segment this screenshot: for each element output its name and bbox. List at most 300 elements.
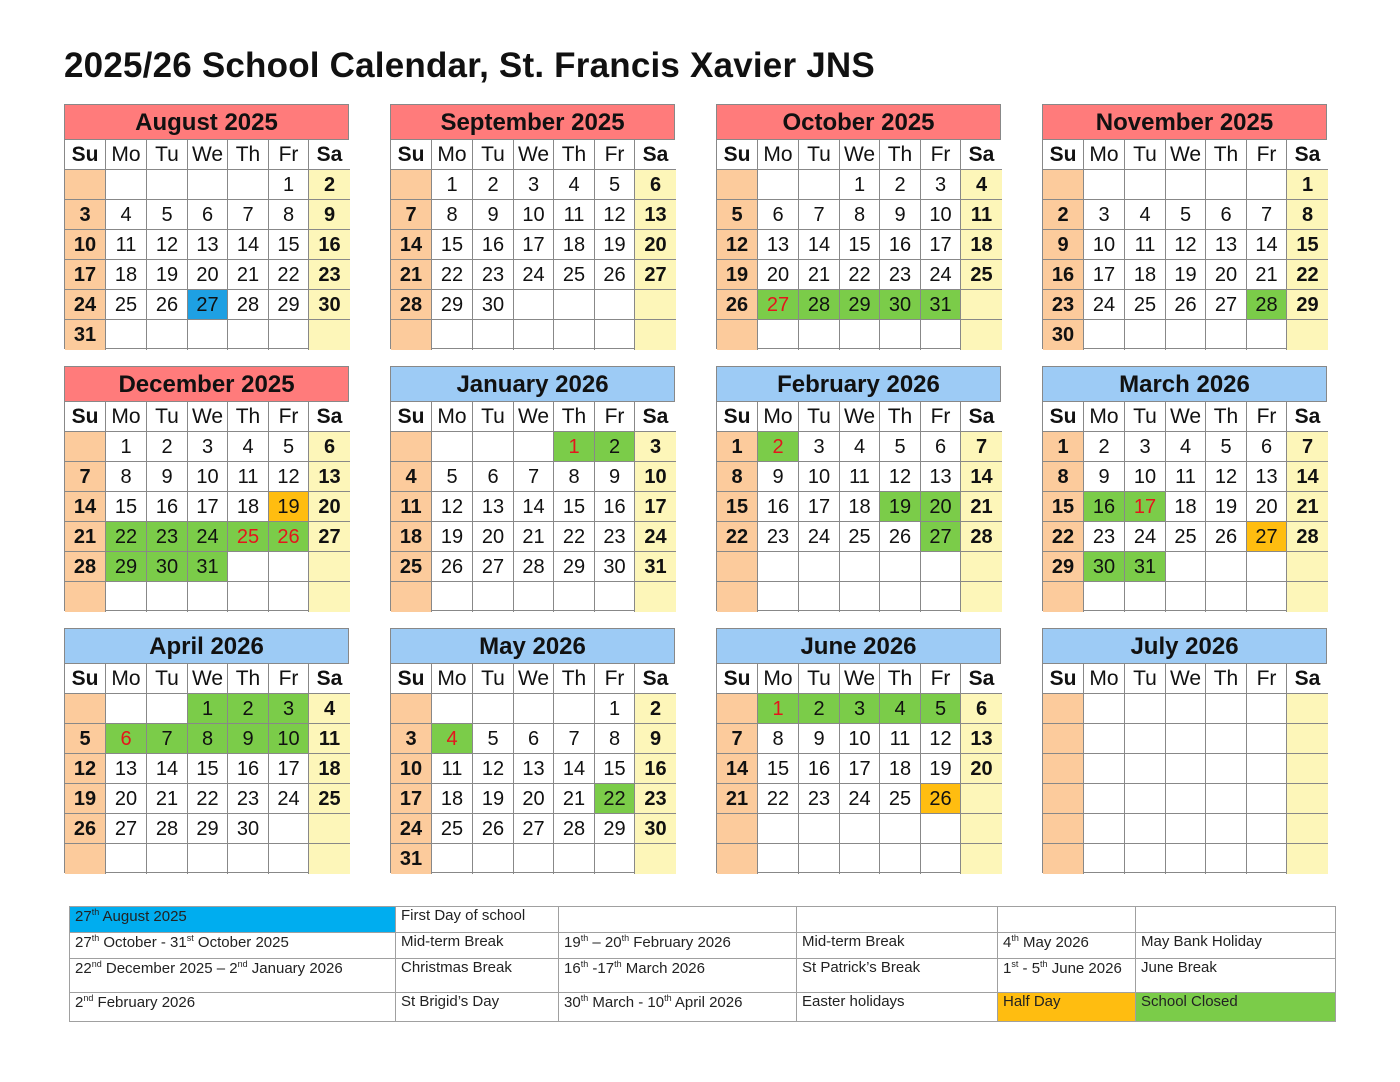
legend-cell (998, 907, 1136, 933)
weekday-header: Th (1206, 402, 1247, 432)
day-cell: 11 (309, 724, 350, 754)
day-cell: 19 (595, 230, 635, 260)
day-cell: 24 (1084, 290, 1125, 320)
day-cell: 28 (1247, 290, 1287, 320)
day-cell: 7 (799, 200, 840, 230)
weekday-header: We (188, 664, 228, 694)
legend-cell: 2nd February 2026 (70, 993, 396, 1022)
empty-cell (961, 814, 1002, 844)
weekday-header: Tu (473, 140, 514, 170)
empty-cell (228, 552, 269, 582)
day-cell: 10 (391, 754, 432, 784)
day-cell: 27 (635, 260, 676, 290)
weekday-header: Mo (1084, 140, 1125, 170)
day-cell: 8 (717, 462, 758, 492)
empty-cell (1125, 320, 1166, 350)
day-cell: 8 (1043, 462, 1084, 492)
empty-cell (921, 844, 961, 874)
day-cell: 19 (880, 492, 921, 522)
day-cell: 27 (309, 522, 350, 552)
day-cell: 28 (147, 814, 188, 844)
weekday-header: Su (717, 140, 758, 170)
empty-cell (921, 552, 961, 582)
day-cell: 14 (228, 230, 269, 260)
empty-cell (921, 320, 961, 350)
empty-cell (106, 170, 147, 200)
day-cell: 9 (880, 200, 921, 230)
day-cell: 15 (106, 492, 147, 522)
day-cell: 2 (1043, 200, 1084, 230)
empty-cell (65, 170, 106, 200)
empty-cell (1043, 694, 1084, 724)
day-cell: 5 (595, 170, 635, 200)
day-cell: 4 (554, 170, 595, 200)
empty-cell (717, 694, 758, 724)
day-cell: 1 (269, 170, 309, 200)
day-cell: 6 (758, 200, 799, 230)
day-cell: 19 (473, 784, 514, 814)
month-9 (390, 628, 675, 873)
weekday-header: Su (391, 402, 432, 432)
day-cell: 17 (1084, 260, 1125, 290)
day-cell: 24 (188, 522, 228, 552)
day-cell: 7 (514, 462, 554, 492)
empty-cell (514, 582, 554, 612)
day-cell: 30 (635, 814, 676, 844)
month-title: March 2026 (1043, 367, 1326, 402)
empty-cell (1166, 170, 1206, 200)
day-cell: 27 (473, 552, 514, 582)
day-cell: 20 (961, 754, 1002, 784)
empty-cell (635, 844, 676, 874)
empty-cell (391, 432, 432, 462)
day-cell: 21 (65, 522, 106, 552)
day-cell: 16 (880, 230, 921, 260)
empty-cell (1043, 814, 1084, 844)
empty-cell (840, 320, 880, 350)
day-cell: 1 (432, 170, 473, 200)
month-11 (1042, 628, 1327, 873)
day-cell: 10 (799, 462, 840, 492)
legend-cell: May Bank Holiday (1136, 933, 1336, 959)
empty-cell (188, 844, 228, 874)
empty-cell (1166, 694, 1206, 724)
day-cell: 19 (921, 754, 961, 784)
empty-cell (309, 320, 350, 350)
day-cell: 22 (717, 522, 758, 552)
legend-cell: 1st - 5th June 2026 (998, 959, 1136, 993)
day-cell: 28 (228, 290, 269, 320)
day-cell: 29 (106, 552, 147, 582)
day-cell: 22 (595, 784, 635, 814)
empty-cell (1247, 552, 1287, 582)
empty-cell (1125, 754, 1166, 784)
day-cell: 24 (840, 784, 880, 814)
empty-cell (1247, 694, 1287, 724)
weekday-header: Mo (432, 140, 473, 170)
day-cell: 27 (514, 814, 554, 844)
empty-cell (1125, 814, 1166, 844)
weekday-header: Tu (799, 140, 840, 170)
day-cell: 15 (595, 754, 635, 784)
empty-cell (514, 290, 554, 320)
day-cell: 8 (269, 200, 309, 230)
day-cell: 8 (188, 724, 228, 754)
legend-cell: 16th -17th March 2026 (559, 959, 797, 993)
day-cell: 10 (65, 230, 106, 260)
empty-cell (717, 320, 758, 350)
day-cell: 27 (1206, 290, 1247, 320)
empty-cell (1043, 844, 1084, 874)
empty-cell (717, 170, 758, 200)
day-cell: 10 (269, 724, 309, 754)
empty-cell (1287, 552, 1328, 582)
empty-cell (1287, 582, 1328, 612)
day-cell: 23 (309, 260, 350, 290)
empty-cell (840, 552, 880, 582)
day-cell: 29 (188, 814, 228, 844)
month-title: October 2025 (717, 105, 1000, 140)
day-cell: 22 (1043, 522, 1084, 552)
day-cell: 2 (635, 694, 676, 724)
empty-cell (758, 170, 799, 200)
day-cell: 12 (880, 462, 921, 492)
empty-cell (106, 694, 147, 724)
empty-cell (961, 290, 1002, 320)
day-cell: 29 (840, 290, 880, 320)
day-cell: 6 (1206, 200, 1247, 230)
empty-cell (961, 784, 1002, 814)
weekday-header: Mo (106, 664, 147, 694)
weekday-header: Su (391, 140, 432, 170)
day-cell: 2 (595, 432, 635, 462)
day-cell: 19 (1166, 260, 1206, 290)
legend-cell: June Break (1136, 959, 1336, 993)
weekday-header: Th (880, 140, 921, 170)
empty-cell (1287, 724, 1328, 754)
day-cell: 3 (65, 200, 106, 230)
day-cell: 23 (799, 784, 840, 814)
empty-cell (1287, 754, 1328, 784)
day-cell: 20 (635, 230, 676, 260)
empty-cell (106, 320, 147, 350)
day-cell: 31 (635, 552, 676, 582)
day-cell: 1 (1043, 432, 1084, 462)
day-cell: 18 (228, 492, 269, 522)
day-cell: 23 (635, 784, 676, 814)
legend-cell (1136, 907, 1336, 933)
day-cell: 18 (106, 260, 147, 290)
month-7 (1042, 366, 1327, 611)
month-title: June 2026 (717, 629, 1000, 664)
empty-cell (309, 582, 350, 612)
legend-cell: Christmas Break (396, 959, 559, 993)
day-cell: 16 (595, 492, 635, 522)
empty-cell (1247, 170, 1287, 200)
day-cell: 4 (1166, 432, 1206, 462)
day-cell: 1 (840, 170, 880, 200)
day-cell: 18 (1166, 492, 1206, 522)
empty-cell (228, 844, 269, 874)
empty-cell (1043, 582, 1084, 612)
empty-cell (65, 582, 106, 612)
day-cell: 25 (1166, 522, 1206, 552)
day-cell: 7 (65, 462, 106, 492)
day-cell: 6 (188, 200, 228, 230)
weekday-header: Th (554, 664, 595, 694)
empty-cell (758, 320, 799, 350)
day-cell: 23 (147, 522, 188, 552)
day-cell: 12 (595, 200, 635, 230)
legend-cell: Half Day (998, 993, 1136, 1022)
day-cell: 16 (147, 492, 188, 522)
empty-cell (1043, 170, 1084, 200)
month-4 (64, 366, 349, 611)
legend-cell: 27th October - 31st October 2025 (70, 933, 396, 959)
weekday-header: Mo (106, 140, 147, 170)
day-cell: 26 (1166, 290, 1206, 320)
empty-cell (717, 552, 758, 582)
legend-cell: St Patrick’s Break (797, 959, 998, 993)
empty-cell (65, 694, 106, 724)
day-cell: 1 (758, 694, 799, 724)
day-cell: 24 (391, 814, 432, 844)
month-1 (390, 104, 675, 349)
day-cell: 15 (554, 492, 595, 522)
day-cell: 18 (880, 754, 921, 784)
empty-cell (921, 582, 961, 612)
day-cell: 20 (309, 492, 350, 522)
weekday-header: Fr (595, 664, 635, 694)
empty-cell (961, 320, 1002, 350)
day-cell: 25 (840, 522, 880, 552)
empty-cell (432, 844, 473, 874)
weekday-header: Tu (799, 664, 840, 694)
day-cell: 2 (758, 432, 799, 462)
day-cell: 17 (391, 784, 432, 814)
day-cell: 20 (1206, 260, 1247, 290)
weekday-header: Th (228, 664, 269, 694)
day-cell: 31 (1125, 552, 1166, 582)
day-cell: 13 (188, 230, 228, 260)
empty-cell (106, 844, 147, 874)
month-title: November 2025 (1043, 105, 1326, 140)
day-cell: 2 (228, 694, 269, 724)
day-cell: 9 (1084, 462, 1125, 492)
weekday-header: Tu (1125, 402, 1166, 432)
day-cell: 27 (758, 290, 799, 320)
day-cell: 6 (1247, 432, 1287, 462)
empty-cell (147, 694, 188, 724)
day-cell: 20 (106, 784, 147, 814)
day-cell: 3 (1125, 432, 1166, 462)
day-cell: 19 (1206, 492, 1247, 522)
day-cell: 22 (188, 784, 228, 814)
empty-cell (1247, 724, 1287, 754)
empty-cell (147, 170, 188, 200)
day-cell: 28 (961, 522, 1002, 552)
day-cell: 11 (391, 492, 432, 522)
day-cell: 23 (1084, 522, 1125, 552)
day-cell: 7 (228, 200, 269, 230)
day-cell: 7 (961, 432, 1002, 462)
day-cell: 24 (1125, 522, 1166, 552)
empty-cell (1287, 694, 1328, 724)
day-cell: 7 (554, 724, 595, 754)
day-cell: 1 (717, 432, 758, 462)
day-cell: 28 (1287, 522, 1328, 552)
month-2 (716, 104, 1001, 349)
empty-cell (1084, 582, 1125, 612)
empty-cell (880, 844, 921, 874)
day-cell: 26 (880, 522, 921, 552)
empty-cell (1247, 754, 1287, 784)
day-cell: 21 (514, 522, 554, 552)
weekday-header: We (514, 664, 554, 694)
day-cell: 24 (269, 784, 309, 814)
day-cell: 16 (758, 492, 799, 522)
day-cell: 31 (188, 552, 228, 582)
weekday-header: Mo (432, 664, 473, 694)
day-cell: 16 (309, 230, 350, 260)
day-cell: 3 (269, 694, 309, 724)
day-cell: 20 (188, 260, 228, 290)
day-cell: 30 (1043, 320, 1084, 350)
legend-table (69, 906, 1336, 1022)
day-cell: 2 (880, 170, 921, 200)
weekday-header: We (840, 140, 880, 170)
weekday-header: Fr (269, 140, 309, 170)
weekday-header: Th (880, 664, 921, 694)
day-cell: 3 (514, 170, 554, 200)
day-cell: 25 (554, 260, 595, 290)
day-cell: 4 (391, 462, 432, 492)
weekday-header: Tu (147, 140, 188, 170)
day-cell: 20 (921, 492, 961, 522)
day-cell: 27 (921, 522, 961, 552)
empty-cell (473, 844, 514, 874)
weekday-header: Tu (147, 664, 188, 694)
day-cell: 18 (391, 522, 432, 552)
weekday-header: Su (1043, 664, 1084, 694)
day-cell: 13 (473, 492, 514, 522)
weekday-header: Mo (106, 402, 147, 432)
day-cell: 4 (1125, 200, 1166, 230)
empty-cell (1206, 552, 1247, 582)
day-cell: 12 (147, 230, 188, 260)
empty-cell (514, 844, 554, 874)
weekday-header: Su (717, 664, 758, 694)
empty-cell (1247, 784, 1287, 814)
empty-cell (717, 814, 758, 844)
day-cell: 10 (921, 200, 961, 230)
empty-cell (1206, 694, 1247, 724)
weekday-header: Th (554, 140, 595, 170)
month-title: August 2025 (65, 105, 348, 140)
day-cell: 23 (880, 260, 921, 290)
day-cell: 8 (554, 462, 595, 492)
day-cell: 11 (554, 200, 595, 230)
day-cell: 13 (635, 200, 676, 230)
day-cell: 18 (554, 230, 595, 260)
empty-cell (269, 582, 309, 612)
day-cell: 20 (1247, 492, 1287, 522)
day-cell: 25 (1125, 290, 1166, 320)
day-cell: 17 (921, 230, 961, 260)
legend-row (70, 993, 1336, 1022)
empty-cell (432, 432, 473, 462)
day-cell: 6 (473, 462, 514, 492)
month-title: January 2026 (391, 367, 674, 402)
day-cell: 30 (309, 290, 350, 320)
day-cell: 13 (1206, 230, 1247, 260)
day-cell: 4 (961, 170, 1002, 200)
empty-cell (799, 582, 840, 612)
day-cell: 19 (432, 522, 473, 552)
day-cell: 14 (514, 492, 554, 522)
day-cell: 20 (473, 522, 514, 552)
day-cell: 26 (432, 552, 473, 582)
weekday-header: Sa (635, 402, 676, 432)
weekday-header: Mo (1084, 664, 1125, 694)
day-cell: 23 (595, 522, 635, 552)
month-title: September 2025 (391, 105, 674, 140)
day-cell: 4 (228, 432, 269, 462)
empty-cell (473, 694, 514, 724)
empty-cell (473, 432, 514, 462)
weekday-header: Fr (921, 664, 961, 694)
weekday-header: Sa (1287, 402, 1328, 432)
day-cell: 30 (595, 552, 635, 582)
day-cell: 21 (554, 784, 595, 814)
day-cell: 24 (921, 260, 961, 290)
day-cell: 7 (1247, 200, 1287, 230)
legend-row (70, 933, 1336, 959)
weekday-header: Fr (921, 402, 961, 432)
day-cell: 17 (635, 492, 676, 522)
day-cell: 28 (554, 814, 595, 844)
empty-cell (65, 432, 106, 462)
day-cell: 11 (840, 462, 880, 492)
day-cell: 9 (758, 462, 799, 492)
day-cell: 14 (717, 754, 758, 784)
empty-cell (1125, 844, 1166, 874)
page-title: 2025/26 School Calendar, St. Francis Xavier JNS (64, 46, 875, 85)
day-cell: 27 (188, 290, 228, 320)
weekday-header: Tu (799, 402, 840, 432)
weekday-header: We (840, 664, 880, 694)
day-cell: 2 (1084, 432, 1125, 462)
day-cell: 14 (1287, 462, 1328, 492)
day-cell: 18 (309, 754, 350, 784)
weekday-header: Th (228, 140, 269, 170)
empty-cell (758, 844, 799, 874)
day-cell: 15 (1287, 230, 1328, 260)
day-cell: 27 (106, 814, 147, 844)
day-cell: 14 (147, 754, 188, 784)
weekday-header: Su (391, 664, 432, 694)
day-cell: 16 (228, 754, 269, 784)
month-3 (1042, 104, 1327, 349)
day-cell: 6 (514, 724, 554, 754)
empty-cell (880, 814, 921, 844)
legend-row (70, 907, 1336, 933)
day-cell: 11 (1125, 230, 1166, 260)
weekday-header: Su (65, 402, 106, 432)
day-cell: 29 (554, 552, 595, 582)
weekday-header: Th (554, 402, 595, 432)
weekday-header: Fr (1247, 664, 1287, 694)
